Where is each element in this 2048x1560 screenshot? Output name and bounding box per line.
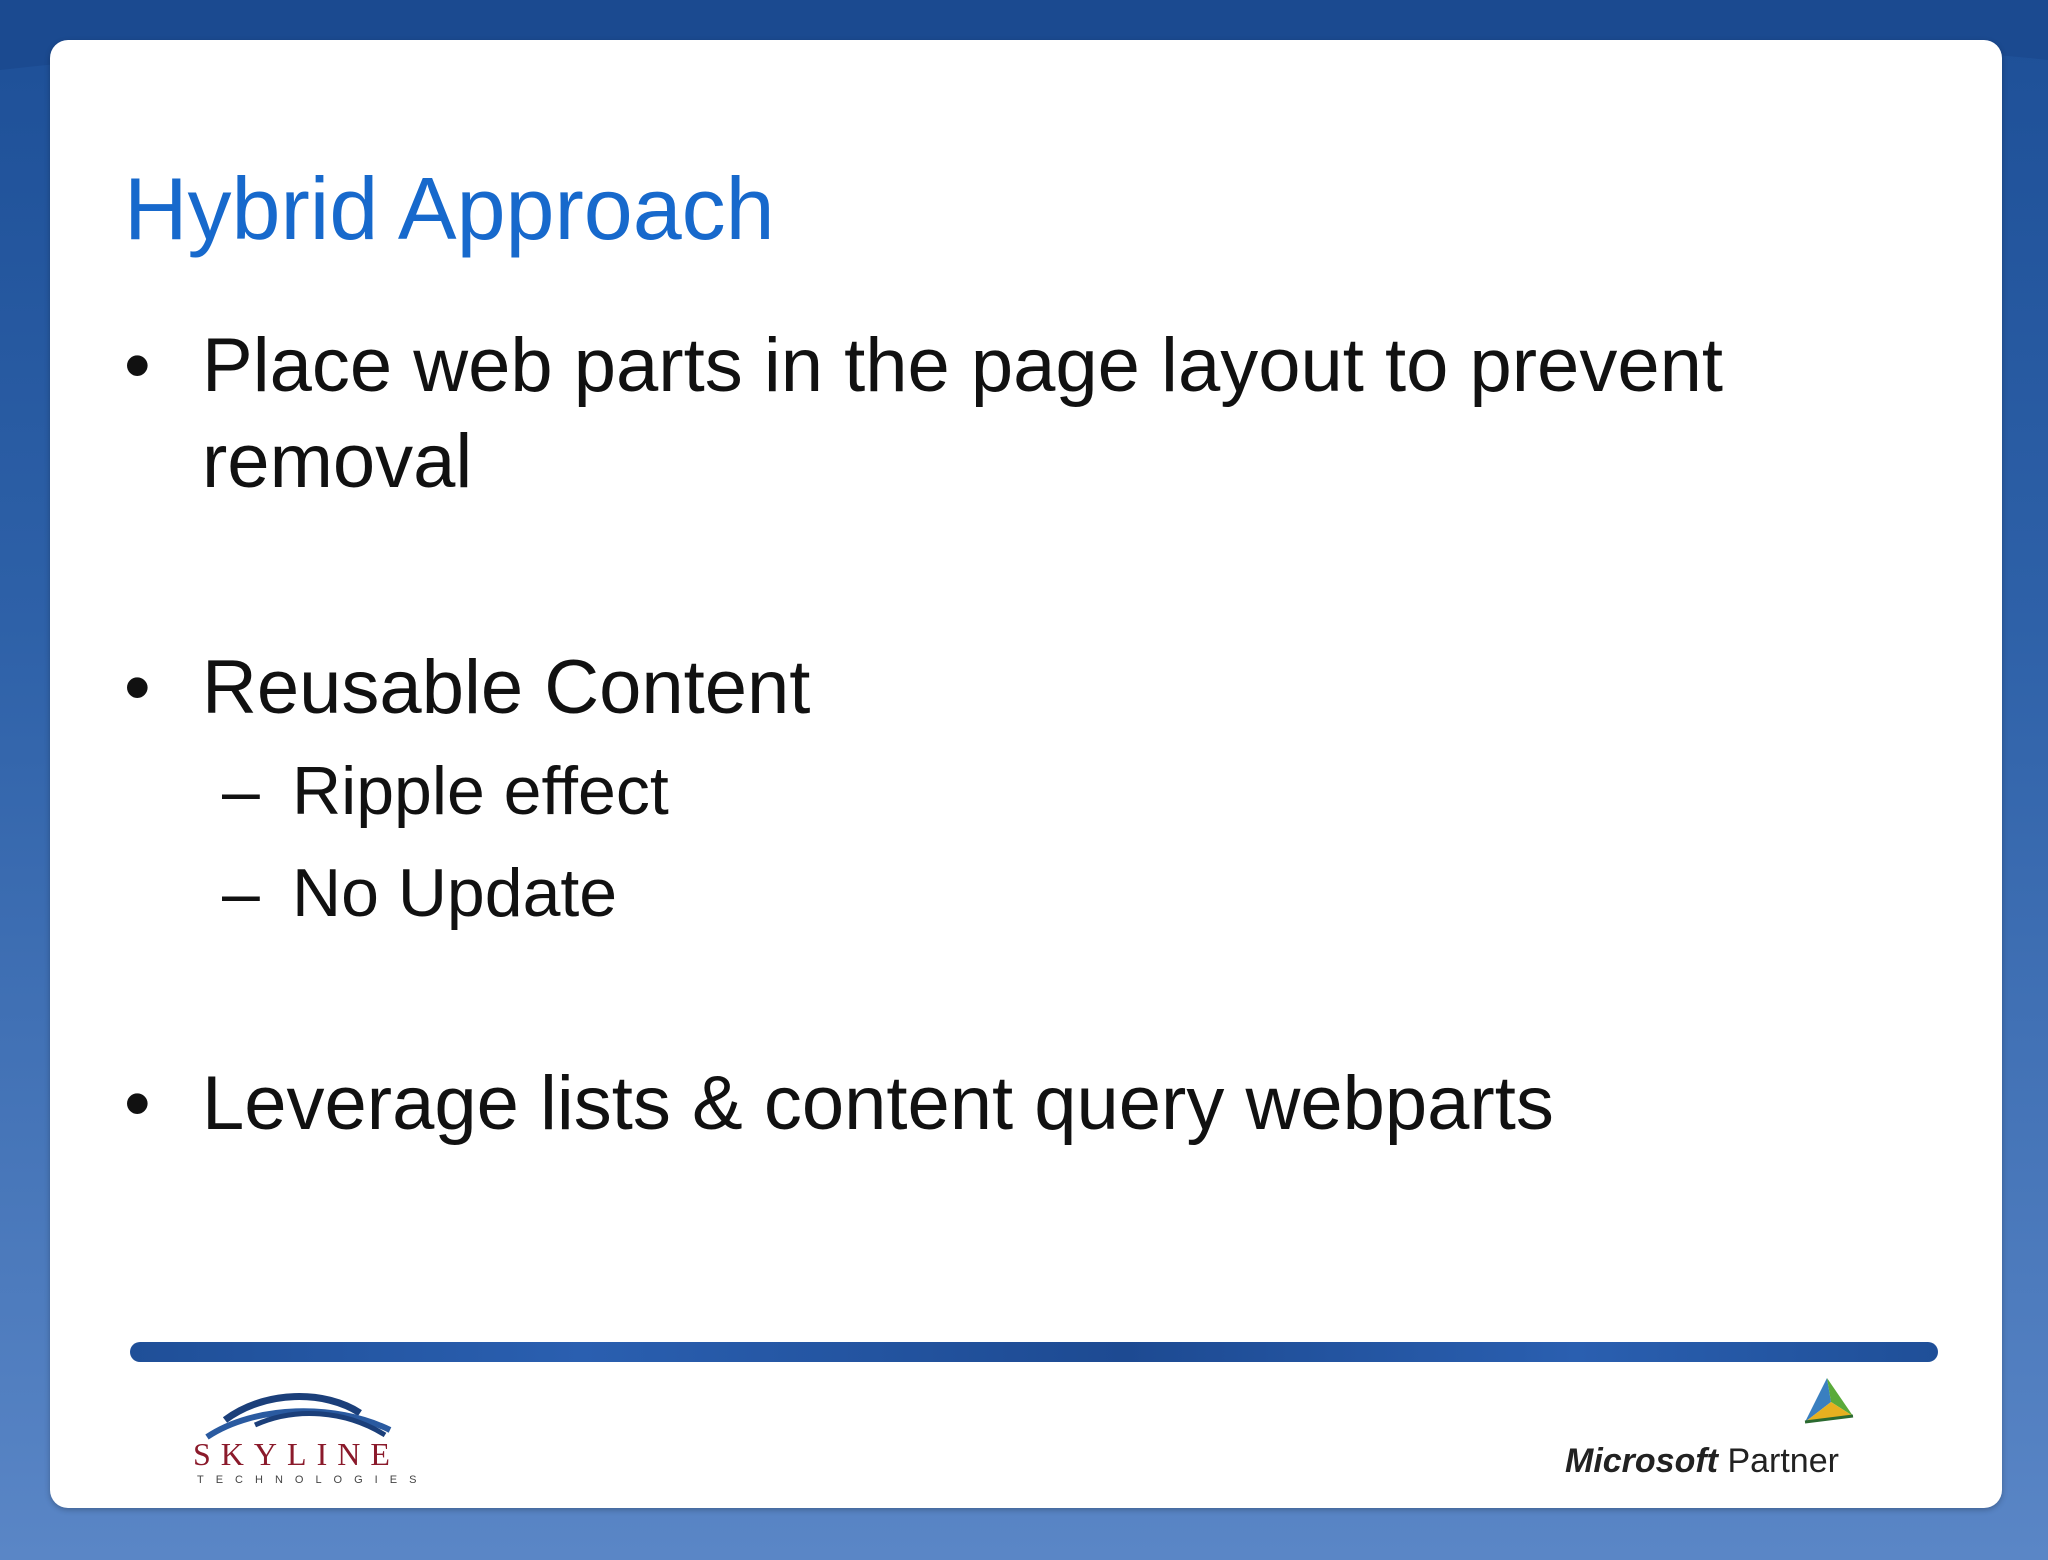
skyline-tagline: TECHNOLOGIES [197,1474,425,1486]
sub-bullet-text: Ripple effect [292,753,669,829]
slide-title: Hybrid Approach [124,159,775,258]
skyline-logo [185,1385,425,1490]
footer-divider [130,1342,1938,1362]
bullet-text-continued: removal [202,419,473,504]
bullet-marker: • [124,1061,151,1146]
microsoft-partner-text [1565,1442,1839,1481]
bullet-text: Place web parts in the page layout to prevent [202,323,1723,408]
sub-bullet-marker: – [222,753,260,829]
skyline-wordmark: SKYLINE [193,1436,400,1472]
sub-bullet-text: No Update [292,855,618,931]
bullet-marker: • [124,323,151,408]
sub-bullet-marker: – [222,855,260,931]
microsoft-partner-icon [1797,1372,1861,1430]
microsoft-partner-logo [1565,1372,1865,1482]
bullet-text: Leverage lists & content query webparts [202,1061,1554,1146]
skyline-arcs-icon [185,1385,425,1490]
partner-label: Partner [1727,1442,1839,1480]
sub-bullet-item [222,848,617,938]
bullet-marker: • [124,645,151,730]
bullet-text: Reusable Content [202,645,811,730]
sub-bullet-item [222,746,669,836]
microsoft-brand: Microsoft [1565,1442,1718,1480]
